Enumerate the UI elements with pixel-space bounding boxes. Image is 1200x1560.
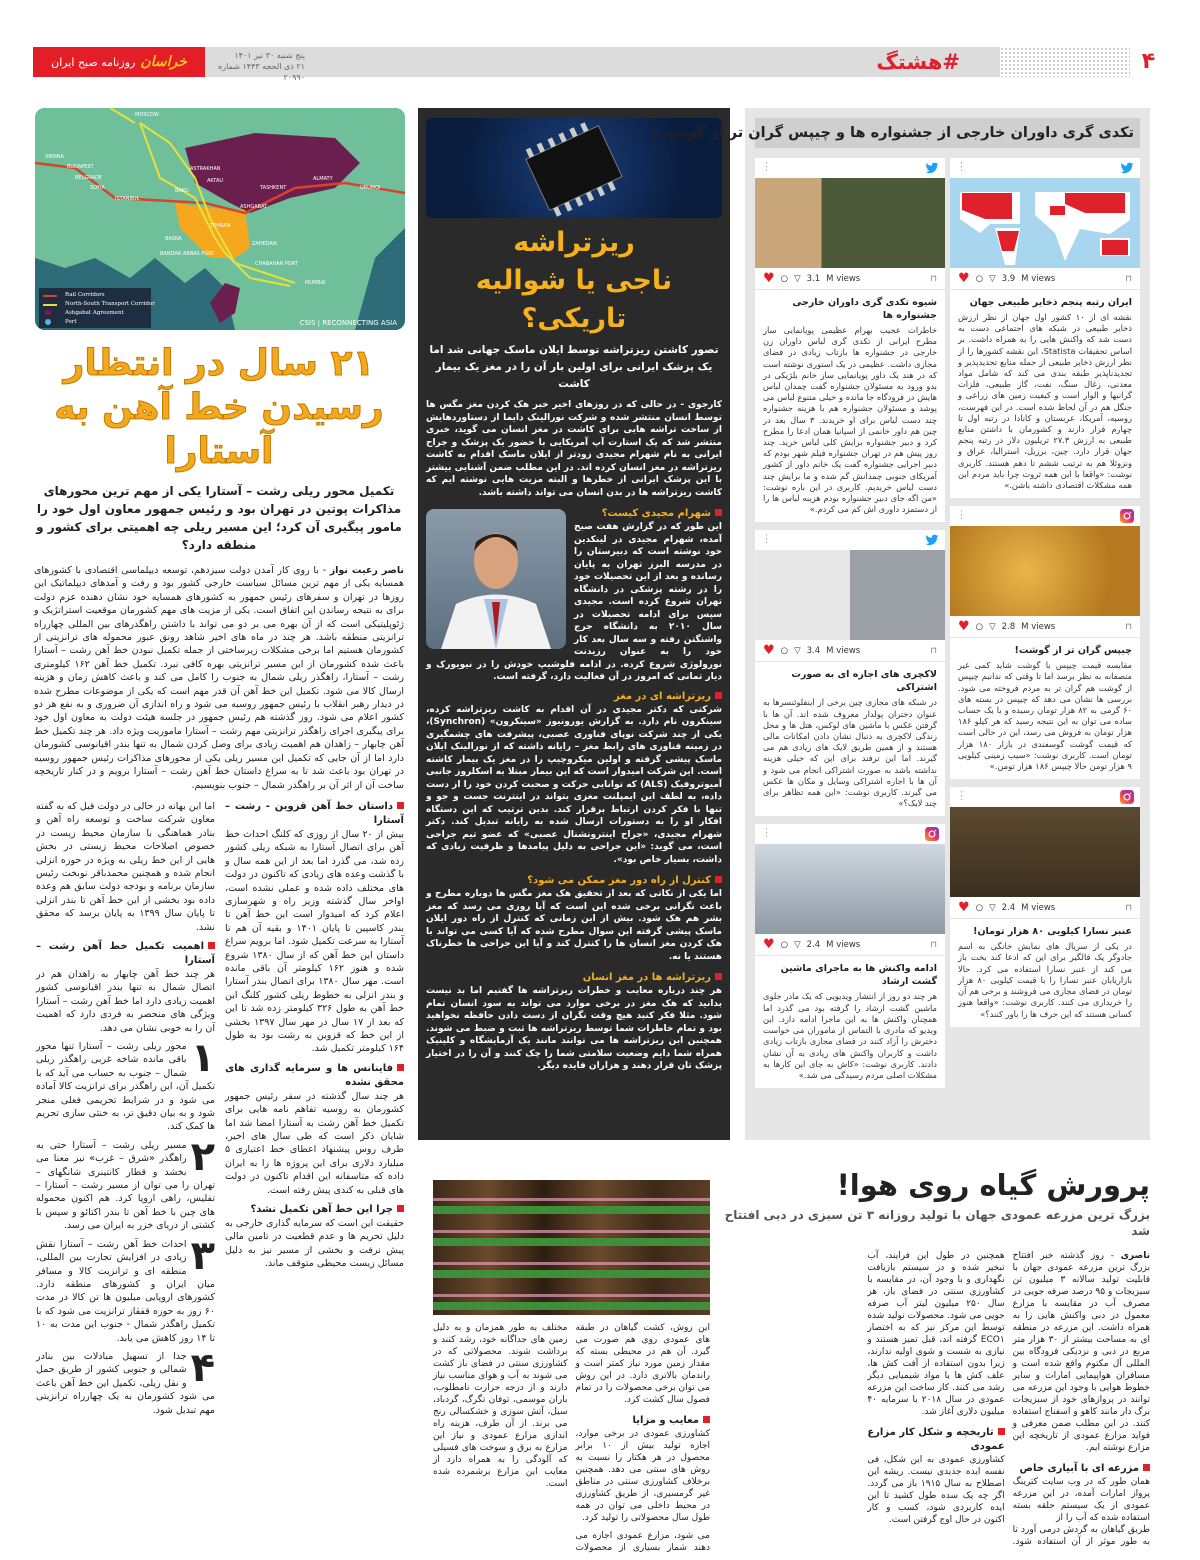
point-text: مسیر ریلی رشت – آستارا حتی به راهگذر «شرق – غرب» نیز معنا می بخشد و قطار کانتینری شانگهای – تهران را می توان از مسیر رشت – آستارا – تفلیس، راهی اروپا کرد. هم اکنون محموله های چین با خط آهن تا بندر اکتائو و سپس با کشتی از دریای خزر به ایران می رسد. bbox=[36, 1139, 215, 1232]
bookmark-icon[interactable]: ⊓ bbox=[930, 273, 937, 284]
social-post-card[interactable] bbox=[755, 824, 945, 1088]
card-top bbox=[755, 530, 945, 550]
views-unit: M views bbox=[826, 939, 861, 950]
section-text: هر چند سال گذشته در سفر رئیس جمهور کشورمان به روسیه تفاهم نامه هایی برای تکمیل خط آهن رشت به آستارا امضا شد اما شایان ذکر است که طی سال های اخیر، طرف روس پیشنهاد اعطای خط اعتباری ۵ میلیارد دلاری برای این پروژه ها را به ایران داده که متاسفانه این اقدام تاکنون در دولت های قبلی به کندی پیش رفته است. bbox=[225, 1090, 404, 1196]
section-heading: ریزتراشه ها در مغز انسان bbox=[426, 971, 722, 985]
views-count: 3.1 bbox=[806, 273, 821, 284]
microchip-subheadline: تصور کاشتن ریزتراشه توسط ایلان ماسک جهانی شد اما یک پزشک ایرانی برای اولین بار آن را در مغز یک بیمار کاشت bbox=[429, 344, 719, 390]
comment-icon[interactable]: ○ bbox=[975, 621, 984, 632]
railway-column-1 bbox=[225, 800, 404, 1417]
more-options-icon[interactable]: ⋮ bbox=[761, 160, 772, 173]
more-options-icon[interactable]: ⋮ bbox=[956, 508, 967, 522]
numbered-point bbox=[36, 1232, 215, 1345]
cards-column-left bbox=[755, 158, 945, 1088]
microchip-intro: کارجوی - در حالی که در روزهای اخیر خبر هک کردن مغز مگس ها توسط انسان منتشر شده و شرکت نورالینک دایما از دستاوردهایش از ساخت تراشه هایی برای کاشت در مغز انسان می گوید، خبری منتشر شد که یک استارت آپ آمریکایی با حضور یک پزشک و جراح ایرانی به نام شهرام مجیدی زودتر از ایلان ماسک اقدام به کاشت ریزتراشه در مغز انسان کرده اند. در این مطلب ضمن آشنایی بیشتر با این پزشک ایرانی از خطرها و البته مزیت هایی نوشته ایم که کاشت ریزتراشه ها در بدن انسان می تواند داشته باشد. bbox=[426, 400, 722, 498]
microchip-sections bbox=[426, 690, 722, 1073]
railway-intro bbox=[34, 564, 404, 792]
section-heading: معایب و مزایا bbox=[576, 1414, 711, 1428]
more-options-icon[interactable]: ⋮ bbox=[761, 826, 772, 840]
city-mumbai: MUMBAI bbox=[305, 280, 326, 286]
social-cards bbox=[755, 158, 1140, 1088]
share-icon[interactable]: ▽ bbox=[989, 273, 996, 284]
post-title: عنبر نسارا کیلویی ۸۰ هزار تومان! bbox=[973, 926, 1132, 938]
twitter-icon bbox=[1120, 161, 1134, 175]
railway-columns bbox=[34, 800, 404, 1417]
more-options-icon[interactable]: ⋮ bbox=[956, 160, 967, 173]
views-unit: M views bbox=[826, 273, 861, 284]
map-credit: CSIS | RECONNECTING ASIA bbox=[299, 319, 397, 327]
legend-rail: Rail Corridors bbox=[65, 292, 105, 298]
engagement-bar bbox=[950, 268, 1140, 290]
city-chabahar: CHABAHAR PORT bbox=[255, 261, 298, 267]
comment-icon[interactable]: ○ bbox=[780, 645, 789, 656]
city-vienna: VIENNA bbox=[45, 154, 64, 160]
views-unit: M views bbox=[826, 645, 861, 656]
heart-icon[interactable]: ♥ bbox=[763, 937, 775, 953]
section-text: هر چند خط آهن چابهار به زاهدان هم در اتصال شمال به تنها بندر اقیانوسی کشور اهمیت زیادی دارد اما خط آهن رشت – آستارا ویژگی های منحصر به فردی دارد که اهمیت آن را به خوبی نشان می دهد. bbox=[36, 968, 215, 1034]
heart-icon[interactable]: ♥ bbox=[958, 271, 970, 286]
city-baku: BAKU bbox=[175, 188, 189, 194]
comment-icon[interactable]: ○ bbox=[975, 273, 984, 284]
city-budapest: BUDAPEST bbox=[67, 164, 94, 170]
card-top bbox=[950, 506, 1140, 526]
section-text: اما یکی از نکاتی که بعد از تحقیق هک مغز مگس ها دوباره مطرح و باعث نگرانی برخی شده این است که آیا روزی می رسد که مغز بشر هم هک شود. بیش از این زمانی که کنترل از راه دور ایلان ماسک پیشی گرفته این سوال مطرح شده که آیا کسی می تواند با هک کردن مغز انسان ها را کنترل کند و آیا این جراحی ها خطرناک هستند یا نه. bbox=[426, 889, 722, 962]
bookmark-icon[interactable]: ⊓ bbox=[1125, 621, 1132, 632]
date-line-2: ۲۱ ذی الحجه ۱۴۴۳ شماره ۲۰۹۹۰ bbox=[218, 62, 305, 82]
doctor-photo bbox=[426, 509, 566, 649]
farm-text-right bbox=[722, 1250, 1150, 1555]
farm-column-4: می شود، مزارع عمودی اجازه می دهند شمار بسیاری از محصولات مختلف به طور همزمان و به دلیل زمین های جداگانه خود، رشد کنند و برداشت شوند. محصولاتی که در کشاورزی سنتی در فضای باز کشت می شوند به آب و هوای مناسب نیاز دارند و از درجه حرارت نامطلوب، باران موسمی، توفان تگرگ، گردباد، سیل، آتش سوزی و خشکسالی رنج می برند. از آن طرف، هزینه راه اندازی مزارع عمودی و نیاز این مزارع به برق و سوخت های فسیلی که آلودگی را به همراه دارد از معایب این مزارع برشمرده شده است. bbox=[433, 1323, 710, 1553]
vertical-farm-photo bbox=[433, 1180, 710, 1315]
views-count: 3.9 bbox=[1001, 273, 1016, 284]
farm-column-2: طریق گیاهان به گردش درمی آورد تا به طور موثر از آن استفاده شود. همچنین در طول این فرایند، آب تبخیر شده و در سیستم بازیافت نگهداری و با وجود آن، در مقایسه با کشاورزی سنتی در فضای باز، هر سال ۲۵۰ میلیون لیتر آب صرفه جویی می شود. محصولات تولید شده توسط این مرکز نیز که به اختصار ECO۱ گرفته اند، قبل تمیز هستند و نیازی به شست و شوی اولیه ندارند، زیرا بدون استفاده از آفت کش ها، علف کش ها یا مواد شیمیایی دیگر رشد می کنند. کار ساخت این مزرعه عمودی در سال ۲۰۱۸ با سرمایه ۴۰ میلیون دلاری آغاز شد. bbox=[867, 1251, 1150, 1547]
city-zahedan: ZAHEDAN bbox=[252, 241, 277, 247]
numbered-point bbox=[36, 1035, 215, 1134]
headline-line-2: رسیدن خط آهن به آستارا bbox=[54, 387, 384, 472]
section-text: بیش از ۲۰ سال از روزی که کلنگ احداث خط آهن برای اتصال آستارا به شبکه ریلی کشور زده شد، می گذرد اما بعد از این همه سال و با گذشت وعده های زیادی که تاکنون در دولت های مختلف داده شده و عملی نشده است، اواخر سال گذشته وزیر راه و شهرسازی اعلام کرد که امیدوار است این خط آهن تا بندر کاسپین تا پایان ۱۴۰۱ و بقیه آن هم تا آستارا به سرعت تکمیل شود. اما برویم سراغ داستان این خط آهن که از سال ۱۳۸۰ شروع شده و هنوز ۱۶۲ کیلومتر آن باقی مانده است. مهر سال ۱۳۸۰ برای اتصال بندر آستارا و بندر انزلی به خطوط ریلی کشور کلنگ این خط آهن به طول ۳۲۶ کیلومتر زده شد تا این که بعد از ۱۷ سال در مهر سال ۱۳۹۷ بخشی از این خط که قزوین به رشت بود به طول ۱۶۴ کیلومتر تکمیل شد. bbox=[225, 828, 404, 1055]
social-post-card[interactable] bbox=[755, 530, 945, 816]
corridor-map bbox=[35, 108, 405, 330]
engagement-bar bbox=[950, 616, 1140, 638]
issue-date bbox=[215, 50, 305, 83]
headline-line-1: ریزتراشه bbox=[513, 227, 635, 258]
section-title: #هشتگ bbox=[876, 50, 960, 74]
section-text: حقیقت این است که سرمایه گذاری خارجی به دلیل تحریم ها و عدم قطعیت در تامین مالی پیش نرفت و بخشی از مسیر نیز به دلیل مسائل زیست محیطی متوقف ماند. bbox=[225, 1218, 404, 1270]
city-astrakhan: ASTRAKHAN bbox=[190, 166, 221, 172]
dot-pattern bbox=[1000, 47, 1130, 77]
farm-subheadline: بزرگ ترین مزرعه عمودی جهان با تولید روزانه ۳ تن سبزی در دبی افتتاح شد bbox=[724, 1208, 1150, 1238]
newspaper-logo bbox=[33, 47, 205, 77]
post-image bbox=[755, 178, 945, 268]
heart-icon[interactable]: ♥ bbox=[763, 271, 775, 286]
heart-icon[interactable]: ♥ bbox=[958, 900, 970, 916]
point-text: محور ریلی رشت – آستارا تنها محور باقی مانده شاخه غربی راهگذر ریلی شمال – جنوب به حساب می آید که با تکمیل آن، این راهگذر برای ترانزیت کالا آماده می شود و در شرایط تحریمی فعلی منجر شود و به بیان دقیق تر، به خنثی سازی تحریم ها کمک کند. bbox=[36, 1041, 215, 1133]
city-istanbul: ISTANBUL bbox=[115, 196, 140, 202]
numbered-point bbox=[36, 1344, 215, 1417]
social-post-card[interactable] bbox=[755, 158, 945, 522]
section-heading: کنترل از راه دور مغز ممکن می شود؟ bbox=[426, 874, 722, 888]
bookmark-icon[interactable]: ⊓ bbox=[930, 645, 937, 656]
city-almaty: ALMATY bbox=[313, 176, 333, 182]
point-number: ۴ bbox=[190, 1344, 215, 1391]
railway-headline bbox=[30, 342, 408, 474]
post-title: ایران رتبه پنجم ذخایر طبیعی جهان bbox=[969, 297, 1132, 308]
legend-ashgabat: Ashgabat Agreement bbox=[65, 310, 124, 316]
views-unit: M views bbox=[1021, 273, 1056, 284]
card-top bbox=[755, 824, 945, 844]
share-icon[interactable]: ▽ bbox=[989, 621, 996, 632]
bookmark-icon[interactable]: ⊓ bbox=[1125, 273, 1132, 284]
section-heading: ریزتراشه ای در مغز bbox=[426, 690, 722, 704]
section-text: شرکتی که دکتر مجیدی در آن اقدام به کاشت ریزتراشه کرده، سینکرون نام دارد. به گزارش یورونیوز «سینکرون» (Synchron)، یکی از چند شرکت نوپای فناوری عصبی، پیشرفت های چشمگیری در زمینه فناوری های رابط مغز – رایانه داشته که از نورالینک ایلان ماسک پیشی گرفته و اولین میکروچیپ را در مغز یک بیمار کاشته است. این شرکت امیدوار است که این بیمار مبتلا به اسکلروز جانبی آمیوتروفیک (ALS) که توانایی حرکت و صحبت کردن خود را از دست داده، به لطف این ایمپلنت مغزی بتواند در اینترنت جست و جو و تنها با فکر کردن ارتباط برقرار کند. بدین ترتیب که این دستگاه افکار او را به دستورات ارسال شده به رایانه تبدیل کند. دکتر شهرام مجیدی، «جراح اینترونشنال عصبی» که عضو تیم جراحی است، می گوید: «این جراحی به دلیل پیامدها و ظرفیت زیادی که داشت، بسیار خاص بود». bbox=[426, 704, 722, 865]
bookmark-icon[interactable]: ⊓ bbox=[930, 939, 937, 950]
more-options-icon[interactable]: ⋮ bbox=[761, 532, 772, 546]
bio-text: این طور که در گزارش هفت صبح آمده، شهرام مجیدی در لینکدین خود نوشته است که دبیرستان را در مدرسه البرز تهران به پایان رسانده و بعد از این تحصیلات خود را در رشته پزشکی در دانشگاه تهران شروع کرده است. مجیدی سپس برای ادامه تحصیلات در سال ۲۰۱۰ به دانشگاه جرج واشنگتن رفته و سه سال بعد bbox=[574, 522, 722, 645]
comment-icon[interactable]: ○ bbox=[780, 273, 789, 284]
logo-tagline: روزنامه صبح ایران bbox=[51, 55, 136, 69]
card-top bbox=[755, 158, 945, 178]
point-text: جدا از تسهیل مبادلات بین بنادر شمالی و جنوبی کشور از طریق حمل و نقل ریلی، تکمیل این خط آهن باعث می شود کشورمان به یک چهارراه ترانزیتی مهم تبدیل شود. bbox=[36, 1350, 215, 1416]
logo-brand: خراسان bbox=[140, 54, 187, 70]
farm-shelves bbox=[433, 1180, 710, 1315]
social-post-card[interactable] bbox=[950, 158, 1140, 498]
engagement-bar bbox=[755, 268, 945, 290]
post-image bbox=[950, 526, 1140, 616]
headline-line-2: ناجی یا شوالیه تاریکی؟ bbox=[475, 265, 673, 334]
bookmark-icon[interactable]: ⊓ bbox=[1125, 902, 1132, 913]
section-heading: اهمیت تکمیل خط آهن رشت – آستارا bbox=[36, 940, 215, 966]
views-unit: M views bbox=[1021, 902, 1056, 913]
heart-icon[interactable]: ♥ bbox=[958, 619, 970, 635]
section-text: کشاورزی عمودی در برخی موارد، اجازه تولید بیش از ۱۰ برابر محصول در هر هکتار را نسبت به روش های سنتی می دهد. همچنین برخلاف کشاورزی سنتی در مناطق غیر گرمسیری، از طریق کشاورزی در محیط داخلی می توان در همه طول سال محصولاتی را تولید کرد. bbox=[575, 1429, 710, 1523]
section-text: کشاورزی عمودی به این شکل، فی نفسه ایده جدیدی نیست. ریشه این اصطلاح به سال ۱۹۱۵ باز می گردد. اگر چه یک سده طول کشید تا این ایده کاربردی شود، کسب و کار اکنون در حال اوج گرفتن است. bbox=[867, 1455, 1005, 1525]
world-map bbox=[950, 178, 1140, 268]
doctor-bio bbox=[426, 507, 722, 684]
post-image bbox=[755, 844, 945, 934]
twitter-icon bbox=[925, 161, 939, 175]
engagement-bar bbox=[950, 897, 1140, 919]
post-image bbox=[950, 807, 1140, 897]
post-text: هر چند دو روز از انتشار ویدیویی که یک مادر جلوی ماشین گشت ارشاد را گرفته بود می گذرد اما همچنان واکنش ها به این ماجرا ادامه دارد. این ویدیو که مادری با التماس از ماموران می خواست دخترش را آزاد کنند در فضای مجازی بازتاب زیادی داشت و کاربران واکنش های زیادی به آن نشان دادند. کاربری نوشت: «کاش به جای این کارها به مشکلات اصلی مردم رسیدگی می شد.» bbox=[763, 991, 937, 1080]
city-tashkent: TASHKENT bbox=[260, 185, 287, 191]
post-title: چیپس گران تر از گوشت! bbox=[1014, 645, 1132, 657]
point-number: ۲ bbox=[190, 1133, 215, 1180]
views-count: 2.4 bbox=[806, 939, 821, 950]
instagram-icon bbox=[1120, 509, 1134, 523]
post-title: شیوه تکدی گری داوران خارجی جشنواره ها bbox=[792, 297, 937, 321]
social-post-card[interactable] bbox=[950, 506, 1140, 779]
post-text: نقشه ای از ۱۰ کشور اول جهان از نظر ارزش ذخایر طبیعی در شبکه های اجتماعی دست به دست شد که واکنش هایی را به همراه داشت. بر اساس تحقیقات Statista، این نقشه کشورها را از نظر ارزش ذخایر طبیعی از جمله منابع تجدیدپذیر و تجدیدناپذیر طبقه بندی می کند که شامل مواد معدنی، زغال سنگ، نفت، گاز طبیعی، فلزات گرانبها و الوار است و کیفیت زمین های زراعی و جنگل هم در آن لحاظ شده است. در این فهرست، روسیه، آمریکا، عربستان و کانادا در رتبه اول تا چهارم قرار دارند و کشورمان با داشتن منابع طبیعی به ارزش ۲۷.۳ تریلیون دلار در رتبه پنجم جهان قرار دارد. چین، برزیل، استرالیا، عراق و ونزوئلا هم به ترتیب ششم تا دهم هستند. کاربری نوشت: «واقعا با این همه ثروت چرا باید مردم این همه مشکلات اقتصادی داشته باشن.» bbox=[958, 312, 1132, 491]
views-count: 3.4 bbox=[806, 645, 821, 656]
share-icon[interactable]: ▽ bbox=[794, 939, 801, 950]
share-icon[interactable]: ▽ bbox=[794, 273, 801, 284]
post-title: ادامه واکنش ها به ماجرای ماشین گشت ارشاد bbox=[780, 963, 937, 988]
section-heading: مزرعه ای با آبیاری خاص bbox=[1013, 1462, 1150, 1476]
point-number: ۳ bbox=[190, 1232, 215, 1279]
card-top bbox=[950, 787, 1140, 807]
views-count: 2.8 bbox=[1001, 621, 1016, 632]
headline-line-1: ۲۱ سال در انتظار bbox=[63, 343, 375, 384]
views-unit: M views bbox=[1021, 621, 1056, 632]
city-tehran: TEHRAN bbox=[210, 223, 231, 229]
post-text: در شبکه های مجازی چین برخی از اینفلوئنسرها به عنوان دختران پولدار معروف شده اند. آن ها با گرفتن عکس با ماشین های لوکس، هتل ها و محل زندگی لاکچری به دنبال نشان دادن امکانات مالی هستند و از همین طریق لایک های زیادی هم می گیرند. اما این ترفند برای این که خیلی هزینه نداشته باشد به صورت اشتراکی انجام می شود و آن ها با اجاره اشتراکی وسایل و مکان ها عکس می گیرند. کاربری نوشت: «این همه تظاهر برای چند لایک؟» bbox=[763, 697, 937, 809]
post-text: مقایسه قیمت چیپس با گوشت شاید کمی غیر منصفانه به نظر برسد اما تا وقتی که ندانیم چیپس از گوشت هم گران تر به مردم فروخته می شود. بررسی ها نشان می دهد که چیپس در بسته های ۶۰ گرمی به ۸۲ هزار تومان رسیده و با یک حساب ساده می توان به این نتیجه رسید که هر کیلو ۱۸۶ هزار تومان به فروش می رسد، این در حالی است که قیمت گوشت گوسفندی در بازار ۱۸۰ هزار تومان است. کاربری نوشت: «سیب زمینی کیلویی ۹ هزار تومن حالا چیپس ۱۸۶ هزار تومن.» bbox=[958, 660, 1132, 772]
section-text: همان طور که در وب سایت کترینگ پرواز امارات آمده، در این مزرعه عمودی از یک سیستم حلقه بسته استفاده شده که آب را از bbox=[1012, 1477, 1150, 1523]
comment-icon[interactable]: ○ bbox=[780, 939, 789, 950]
post-image bbox=[755, 550, 945, 640]
point-number: ۱ bbox=[190, 1035, 215, 1081]
city-bandar-abbas: BANDAR ABBAS PORT bbox=[160, 251, 215, 257]
section-heading: فاینانس ها و سرمایه گذاری های محقق نشده bbox=[225, 1062, 404, 1088]
section-heading: داستان خط آهن قزوین - رشت – آستارا bbox=[225, 800, 404, 826]
share-icon[interactable]: ▽ bbox=[989, 902, 996, 913]
engagement-bar bbox=[755, 934, 945, 956]
page-number: ۴ bbox=[1130, 47, 1167, 77]
city-ashgabat: ASHGABAT bbox=[240, 204, 268, 210]
city-basra: BASRA bbox=[165, 236, 182, 242]
cards-column-right bbox=[950, 158, 1140, 1088]
post-image bbox=[950, 178, 1140, 268]
farm-text-left bbox=[433, 1322, 710, 1555]
legend-port: Port bbox=[65, 319, 77, 325]
heart-icon[interactable]: ♥ bbox=[763, 643, 775, 659]
intro-text: - با روی کار آمدن دولت سیزدهم، توسعه دیپلماسی اقتصادی با کشورهای همسایه یکی از مهم ترین مسائل سیاست خارجی کشور بود و رفت و آمدهای دیپلماتیک این روزها در تهران و سفرهای رئیس جمهور به کشورهای همسایه خود نشان دهنده عزم دولت برای به نتیجه رساندن این اتفاق است. یکی از مزیت های مهم کشورمان موقعیت استراتژیک و ژئوپلیتیکی است که از آن بهره می بر دو می تواند با داشتن راهگذرهای بین المللی چهارراه ترانزیتی منطقه باشد. هر چند در ماه های اخیر شاهد رونق عبور محموله های ترانزیتی از کشورمان هستیم اما برخی مشکلات زیرساختی از جمله تکمیل نبودن خط آهن رشت – آستارا باعث شده کشورمان از این مسیر ترانزیتی بهره کافی نبرد. تکمیل خط آهن ۱۶۲ کیلومتری رشت – آستارا، راهگذر ریلی شمال به جنوب را کامل می کند و باعث کاهش زمان و هزینه ارسال کالا می شود. تکمیل این خط آهن آن قدر مهم است که یکی از موضوعات مطرح شده در دیدار رهبر انقلاب با رئیس جمهور روسیه می شود و راه اندازی آن ضروری و به نفع هر دو کشور اعلام می شود. روز گذشته هم رئیس جمهور در جلسه هیئت دولت به معاون اول خود برای پیگیری اجرای راهگذر ترانزیتی مهم رشت – آستارا ماموریت ویژه داد. هر چند تکمیل خط آهن چابهار – زاهدان هم اهمیت زیادی برای وصل کردن شمال به تنها بندر اقیانوسی کشورمان دارد اما از آن جایی که تکمیل این مسیر ریلی یکی از محورهای مذاکرات رئیس جمهور روسیه در تهران بود باعث شد تا به سراغ داستان خط آهن رشت – آستارا برویم و در کنار تاریخچه ساخت آن از اثر آن بر راهگذر شمال – جنوب بنویسیم. bbox=[34, 565, 404, 791]
legend-nstc: North-South Transport Corridor bbox=[65, 301, 155, 307]
section-heading: چرا این خط آهن تکمیل نشد؟ bbox=[225, 1203, 404, 1217]
city-sofia: SOFIA bbox=[90, 185, 105, 191]
instagram-icon bbox=[1120, 790, 1134, 804]
microchip-headline bbox=[426, 224, 722, 338]
city-aktau: AKTAU bbox=[207, 178, 224, 184]
post-title: لاکچری های اجاره ای به صورت اشتراکی bbox=[791, 669, 937, 694]
microchip-article-box bbox=[418, 108, 730, 1140]
numbered-point bbox=[36, 1133, 215, 1233]
col-text: - روز گذشته خبر افتتاح بزرگ ترین مزرعه عمودی جهان با قابلیت تولید سالانه ۳ میلیون تن سبزیجات و ۹۵ درصد صرفه جویی در مصرف آب در مقایسه با مزارع معمول در دبی واکنش هایی را به همراه داشت. این مزرعه در منطقه ای به مساحت بیشتر از ۳۰ هزار متر مربع در دبی و نزدیکی فرودگاه بین المللی آل مکتوم واقع شده است و مسافران هواپیمایی امارات و سایر خطوط هوایی با وجود این مزرعه می توانند در پروازهای خود از سبزیجات برگ دار مانند کاهو و اسفناج استفاده کنند. در این مطلب ضمن معرفی و فواید مزارع عمودی از تاریخچه این مزارع نوشته ایم. bbox=[1012, 1251, 1150, 1453]
doctor-figure bbox=[426, 509, 566, 649]
railway-article bbox=[30, 342, 408, 1417]
comment-icon[interactable]: ○ bbox=[975, 902, 984, 913]
twitter-icon bbox=[925, 533, 939, 547]
city-urumqi: URUMQI bbox=[360, 185, 381, 191]
section-heading: تاریخچه و شکل کار مزارع عمودی bbox=[867, 1427, 1005, 1452]
post-text: در یکی از سریال های نمایش خانگی به اسم جادوگر یک فالگیر برای این که ادعا کند بخت باز می کند از عنبر نسارا استفاده می کرد. حالا بازاریابان عنبر نسارا را با قیمت کیلویی ۸۰ هزار تومان در فضای مجازی می فروشند و برخی هم آن را خریداری می کنند. کاربری نوشت: «واقعا هنوز کسانی هستند که این حرف ها را باور کنند؟» bbox=[958, 941, 1133, 1019]
views-count: 2.4 bbox=[1001, 902, 1016, 913]
byline: ناصری bbox=[1120, 1251, 1150, 1261]
point-text: احداث خط آهن رشت – آستارا نقش زیادی در افزایش تجارت بین المللی، منطقه ای و ترانزیت کالا و مسافر میان ایران و کشورهای منطقه دارد. کشورهای اروپایی میلیون ها تن کالا در مدت ۶۰ روز به حوزه قفقاز ترانزیت می شود که با تکمیل راهگذر شمال - جنوب این مدت به ۱۰ تا ۱۴ روز کاهش می یابد. bbox=[36, 1238, 215, 1344]
city-belgrade: BELGRADE bbox=[75, 175, 102, 181]
farm-headline: پرورش گیاه روی هوا! bbox=[836, 1168, 1150, 1202]
card-top bbox=[950, 158, 1140, 178]
byline: ناصر رعیت نواز bbox=[329, 565, 404, 576]
bio-heading: شهرام مجیدی کیست؟ bbox=[426, 507, 722, 521]
farm-column-1 bbox=[1013, 1250, 1150, 1454]
section-text: اما این بهانه در حالی در دولت قبل که به گفته معاون شرکت ساخت و توسعه راه آهن و بنادر هماهنگی با سازمان محیط زیست در خصوص اصلاحات محیط زیستی در بخش هایی از این خط ریلی به ویژه در حوزه انزلی انجام شده و همچنین محمدباقر نوبخت رئیس سازمان برنامه و بودجه دولت سابق هم وعده داده بود بخشی از این خط آهن تا بندر انزلی تا پایان سال ۱۳۹۹ به پایان برسد که محقق نشد. bbox=[36, 800, 215, 933]
doctor-bio-continued: کار خود را به عنوان رزیدنت نورولوژی شروع کرده. در ادامه فلوشیپ خودش را در نیویورک و دیار تمانی که امروز در آن فعالیت دارد، گرفته است. bbox=[426, 634, 722, 682]
share-icon[interactable]: ▽ bbox=[794, 645, 801, 656]
farm-column-3: این روش، کشت گیاهان در طبقه های عمودی روی هم صورت می گیرد. آن هم در محیطی بسته که مقدار زمین مورد نیاز کمتر است و راندمان بالاتری دارد. در این روش می توان برخی محصولات را در تمام فصول سال کشت کرد. bbox=[575, 1323, 710, 1405]
more-options-icon[interactable]: ⋮ bbox=[956, 789, 967, 803]
railway-column-2 bbox=[36, 800, 215, 1417]
railway-subheadline: تکمیل محور ریلی رشت – آستارا یکی از مهم ترین محورهای مذاکرات پوتین در تهران بود و رئیس جمهور معاون اول خود را مامور پیگیری آن کرد؛ این مسیر ریلی چه اهمیتی برای کشور و منطقه دارد؟ bbox=[36, 484, 402, 552]
post-text: خاطرات عجیب بهرام عظیمی پویانمایی ساز مطرح ایرانی از تکدی گری لباس داوران زن خارجی در جشنواره ها بازتاب زیادی در فضای مجازی داشت. عظیمی در یک استوری نوشته است که در هند یک داور پویانمایی ساز خانم بلژیکی در بدو ورود به مسئولان جشنواره گفت چمدان لباس هایش در فرودگاه جا مانده و خیلی متنوع لباس می پوشد و مسئولان جشنواره هم با هزینه جشنواره چند دست لباس برای او خریدند. ۳ سال بعد در چین هم داور خانمی از اسپانیا همان ادعا را مطرح کرد و دبیر جشنواره برایش کلی لباس خرید. چند روز پیش هم در تهران جشنواره فیلم شهر بودم که دبیر اجرایی جشنواره گفت یک خانم داور از کشور آمریکای جنوبی چمدانش گم شده و ما برایش چند دست لباس خریدیم. کاربری در این باره نوشت: «من اگه جای دبیر جشنواره بودم هزینه لباس ها را از دستمزد داوری اش کم می کردم.» bbox=[763, 325, 937, 515]
panel-title: تکدی گری داوران خارجی از جشنواره ها و چیپس گران تر از گوشت! bbox=[755, 118, 1140, 148]
section-text: هر چند درباره معایب و خطرات ریزتراشه ها گفتیم اما بد نیست بدانید که هک مغز در برخی موارد می تواند به سود انسان تمام شود. مثلا فکر کنید هیچ وقت نگران از دست دادن حافظه نخواهید بود و تمام خاطرات شما توسط ریزتراشه ها ثبت و ضبط می شوند. همچنین این ریزتراشه ها می توانند مانند یک آزمایشگاه و کلینیک همراه شما دایم وضعیت سلامتی شما را چک کنند و آن را در اختیار پزشک تان قرار دهند و هزاران فایده دیگر. bbox=[426, 986, 722, 1071]
map-legend bbox=[65, 291, 155, 327]
date-line-1: پنج شنبه ۳۰ تیر ۱۴۰۱ bbox=[234, 51, 305, 60]
engagement-bar bbox=[755, 640, 945, 662]
instagram-icon bbox=[925, 827, 939, 841]
social-post-card[interactable] bbox=[950, 787, 1140, 1026]
city-moscow: MOSCOW bbox=[135, 112, 159, 118]
